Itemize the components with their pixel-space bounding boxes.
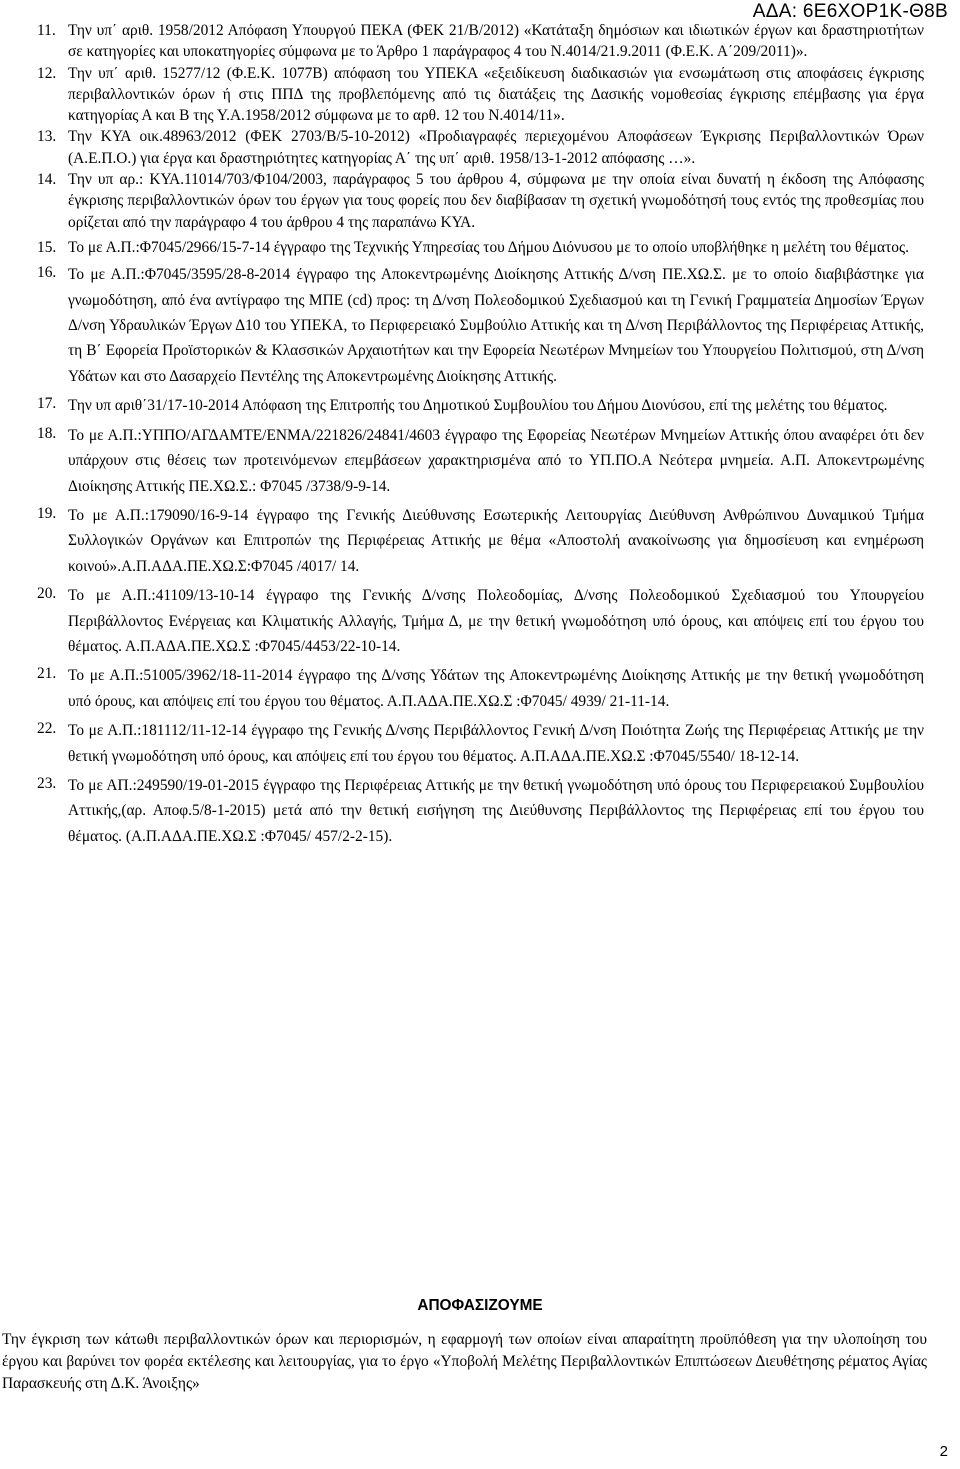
item-text: Το με Α.Π.:Φ7045/3595/28-8-2014 έγγραφο της Αποκεντρωμένης Διοίκησης Αττικής Δ/νση ΠΕ.ΧΩ.Σ. με το οποίο διαβιβάστηκε για γνωμοδότηση, από ένα αντίγραφο της ΜΠΕ (cd) προς: τη Δ/νση Πολεοδομικού Σχεδιασμού και τη Γενική Γραμματεία Δημοσίων Έργων Δ/νση Υδραυλικών Έργων Δ10 του ΥΠΕΚΑ, το Περιφερειακό Συμβούλιο Αττικής και τη Δ/νση Περιβάλλοντος της Περιφέρειας Αττικής, τη Β΄ Εφορεία Προϊστορικών & Κλασσικών Αρχαιοτήτων και την Εφορεία Νεωτέρων Μνημείων του Υπουργείου Πολιτισμού, στη Δ/νση Υδάτων και στο Δασαρχείο Πεντέλης της Αποκεντρωμένης Διοίκησης Αττικής.	[68, 266, 924, 385]
page-number: 2	[939, 1443, 948, 1460]
item-number: 20.	[37, 585, 57, 603]
list-item	[37, 663, 924, 714]
item-text: Το με Α.Π.:41109/13-10-14 έγγραφο της Γενικής Δ/νσης Πολεοδομίας, Δ/νσης Πολεοδομικού Σχεδιασμού του Υπουργείου Περιβάλλοντος Ενέργειας και Κλιματικής Αλλαγής, Τμήμα Δ, με την θετική γνωμοδότηση υπό όρους, και απόψεις επί του έργου του θέματος. Α.Π.ΑΔΑ.ΠΕ.ΧΩ.Σ :Φ7045/4453/22-10-14.	[68, 587, 924, 655]
item-text: Την υπ΄ αριθ. 15277/12 (Φ.Ε.Κ. 1077Β) απόφαση του ΥΠΕΚΑ «εξειδίκευση διαδικασιών για ενσωμάτωση στις αποφάσεις έγκρισης περιβαλλοντικών όρων ή στις ΠΠΔ της προβλεπόμενης από τις διατάξεις της Δασικής νομοθεσίας έγκρισης επέμβασης για έργα κατηγορίας Α και Β της Υ.Α.1958/2012 σύμφωνα με το αρθ. 12 του Ν.4014/11».	[68, 64, 924, 125]
list-item	[37, 393, 924, 418]
item-text: Το με Α.Π.:ΥΠΠΟ/ΑΓΔΑΜΤΕ/ΕΝΜΑ/221826/24841/4603 έγγραφο της Εφορείας Νεωτέρων Μνημείων Αττικής όπου αναφέρει ότι δεν υπάρχουν στις θέσεις των προτεινόμενων επεμβάσεων χαρακτηρισμένα από το ΥΠ.ΠΟ.Α Νεότερα μνημεία. Α.Π. Αποκεντρωμένης Διοίκησης Αττικής ΠΕ.ΧΩ.Σ.: Φ7045 /3738/9-9-14.	[68, 426, 924, 495]
item-text: Την υπ΄ αριθ. 1958/2012 Απόφαση Υπουργού ΠΕΚΑ (ΦΕΚ 21/Β/2012) «Κατάταξη δημόσιων και ιδιωτικών έργων και δραστηριοτήτων σε κατηγορίες και υποκατηγορίες σύμφωνα με το Άρθρο 1 παράγραφος 4 του Ν.4014/21.9.2011 (Φ.Ε.Κ. Α΄209/2011)».	[68, 22, 924, 61]
item-number: 18.	[37, 424, 57, 442]
list-item	[37, 718, 924, 769]
list-item	[37, 583, 924, 659]
item-number: 21.	[37, 665, 57, 683]
list-item	[37, 126, 924, 169]
item-number: 13.	[37, 128, 57, 146]
item-text: Το με ΑΠ.:249590/19-01-2015 έγγραφο της Περιφέρειας Αττικής με την θετική γνωμοδότηση υπό όρους του Περιφερειακού Συμβουλίου Αττικής,(αρ. Αποφ.5/8-1-2015) μετά από την θετική εισήγηση της Διεύθυνσης Περιβάλλοντος της Περιφέρειας επί του έργου του θέματος. (Α.Π.ΑΔΑ.ΠΕ.ΧΩ.Σ :Φ7045/ 457/2-2-15).	[68, 776, 924, 845]
list-item	[37, 262, 924, 389]
item-text: Την υπ αρ.: ΚΥΑ.11014/703/Φ104/2003, παράγραφος 5 του άρθρου 4, σύμφωνα με την οποία είναι δυνατή η έκδοση της Απόφασης έγκρισης περιβαλλοντικών όρων του έργων για τους φορείς που δεν διαβίβασαν τη σχετική γνωμοδότησή τους εντός της προθεσμίας που ορίζεται από την παράγραφο 4 του άρθρου 4 της παραπάνω ΚΥΑ.	[68, 171, 924, 231]
list-item	[37, 20, 924, 63]
item-number: 22.	[37, 720, 57, 738]
item-text: Την υπ αριθ΄31/17-10-2014 Απόφαση της Επιτροπής του Δημοτικού Συμβουλίου του Δήμου Διονύσου, επί της μελέτης του θέματος.	[68, 397, 888, 415]
item-number: 23.	[37, 774, 57, 792]
item-text: Το με Α.Π.:Φ7045/2966/15-7-14 έγγραφο της Τεχνικής Υπηρεσίας του Δήμου Διόνυσου με το οποίο υποβλήθηκε η μελέτη του θέματος.	[68, 238, 909, 256]
item-number: 14.	[37, 171, 57, 189]
list-item	[37, 503, 924, 579]
list-item	[37, 63, 924, 127]
item-number: 16.	[37, 264, 57, 282]
document-ada-code: ΑΔΑ: 6Ε6ΧΟΡ1Κ-Θ8Β	[752, 1, 948, 22]
item-number: 15.	[37, 238, 57, 256]
decision-paragraph: Την έγκριση των κάτωθι περιβαλλοντικών όρων και περιορισμών, η εφαρμογή των οποίων είναι απαραίτητη προϋπόθεση για την υλοποίηση του έργου και βαρύνει τον φορέα εκτέλεσης και λειτουργίας, για το έργο «Υποβολή Μελέτης Περιβαλλοντικών Επιπτώσεων Διευθέτησης ρέματος Αγίας Παρασκευής στη Δ.Κ. Άνοιξης»	[2, 1331, 927, 1392]
item-number: 11.	[37, 22, 56, 39]
list-item	[37, 773, 924, 849]
item-text: Το με Α.Π.:181112/11-12-14 έγγραφο της Γενικής Δ/νσης Περιβάλλοντος Γενική Δ/νση Ποιότητα Ζωής της Περιφέρειας Αττικής με την θετική γνωμοδότηση υπό όρους, και απόψεις επί του έργου του θέματος. Α.Π.ΑΔΑ.ΠΕ.ΧΩ.Σ :Φ7045/5540/ 18-12-14.	[68, 722, 924, 765]
list-item	[37, 423, 924, 499]
item-text: Το με Α.Π.:51005/3962/18-11-2014 έγγραφο της Δ/νσης Υδάτων της Αποκεντρωμένης Διοίκησης Αττικής με την θετική γνωμοδότηση υπό όρους, και απόψεις επί του έργου του θέματος. Α.Π.ΑΔΑ.ΠΕ.ΧΩ.Σ :Φ7045/ 4939/ 21-11-14.	[68, 667, 924, 710]
list-item	[37, 169, 924, 233]
item-text: Την ΚΥΑ οικ.48963/2012 (ΦΕΚ 2703/Β/5-10-2012) «Προδιαγραφές περιεχομένου Αποφάσεων Έγκρισης Περιβαλλοντικών Όρων (Α.Ε.Π.Ο.) για έργα και δραστηριότητες κατηγορίας Α΄ της υπ΄ αριθ. 1958/13-1-2012 απόφασης …».	[68, 128, 924, 167]
item-number: 12.	[37, 64, 57, 82]
list-item	[37, 237, 924, 258]
item-number: 17.	[37, 395, 57, 413]
decision-heading: ΑΠΟΦΑΣΙΖΟΥΜΕ	[417, 1297, 543, 1314]
item-number: 19.	[37, 504, 57, 522]
item-text: Το με Α.Π.:179090/16-9-14 έγγραφο της Γενικής Διεύθυνσης Εσωτερικής Λειτουργίας Διεύθυνση Ανθρώπινου Δυναμικού Τμήμα Συλλογικών Οργάνων και Επιτροπών της Περιφέρειας Αττικής με θέμα «Αποστολή ανακοίνωσης για δημοσίευση και ενημέρωση κοινού».Α.Π.ΑΔΑ.ΠΕ.ΧΩ.Σ:Φ7045 /4017/ 14.	[68, 506, 924, 575]
references-list	[37, 20, 924, 849]
